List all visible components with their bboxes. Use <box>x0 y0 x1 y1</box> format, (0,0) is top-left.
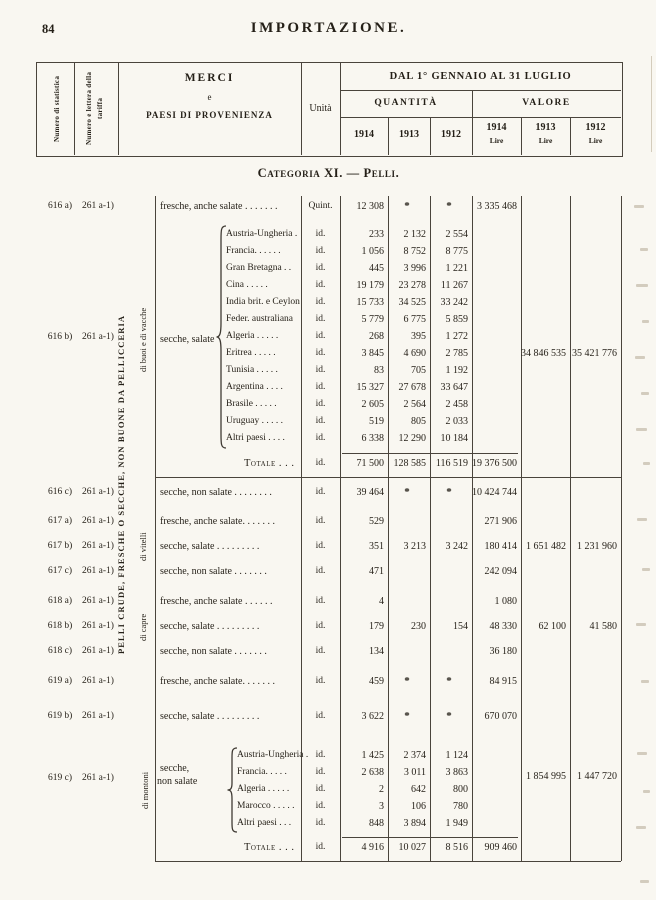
qty-1912: 116 519 <box>435 458 468 469</box>
tariff-number: 261 a-1) <box>82 566 114 576</box>
merci-label: secche, non salate . . . . . . . <box>160 566 267 577</box>
qty-1913: 23 278 <box>398 280 426 291</box>
unit-label: id. <box>315 433 326 443</box>
period-header: DAL 1° GENNAIO AL 31 LUGLIO <box>389 71 572 82</box>
sum-rule <box>342 453 518 454</box>
country-name: Eritrea . . . . . <box>226 348 276 358</box>
merci-label: fresche, anche salate. . . . . . . <box>160 516 275 527</box>
bleed-mark <box>643 790 650 793</box>
value-1912: 41 580 <box>589 621 617 632</box>
country-name: India brit. e Ceylon <box>226 297 300 307</box>
country-name: Uruguay . . . . . <box>226 416 283 426</box>
merci-label: secche, non salate . . . . . . . . <box>160 487 272 498</box>
table-row <box>0 200 656 213</box>
qty-1914: 12 308 <box>356 201 384 212</box>
bleed-mark <box>642 568 650 571</box>
year-lire-label <box>472 121 521 147</box>
table-row <box>0 800 656 813</box>
table-row <box>0 347 656 360</box>
qty-1914: 519 <box>369 416 384 427</box>
qty-1914: 529 <box>369 516 384 527</box>
value-1914: 36 180 <box>489 646 517 657</box>
qty-1912: 2 458 <box>445 399 468 410</box>
bleed-mark <box>636 826 646 829</box>
table-row <box>0 486 656 499</box>
qty-1914: 3 845 <box>361 348 384 359</box>
unit-label: id. <box>315 750 326 760</box>
qty-1913: 3 213 <box>403 541 426 552</box>
lire-label: Lire <box>538 136 553 145</box>
qty-1913: 2 374 <box>403 750 426 761</box>
merci-label: fresche, anche salate. . . . . . . <box>160 676 275 687</box>
qty-1914: 471 <box>369 566 384 577</box>
year-label: 1914 <box>354 129 374 140</box>
value-1912: 35 421 776 <box>572 348 617 359</box>
country-name: Gran Bretagna . . <box>226 263 292 273</box>
table-row <box>0 565 656 578</box>
qty-1913: 4 690 <box>403 348 426 359</box>
country-name: Austria-Ungheria . <box>226 229 298 239</box>
tariff-number: 261 a-1) <box>82 516 114 526</box>
country-name: Cina . . . . . <box>226 280 268 290</box>
tariff-number: 261 a-1) <box>82 487 114 497</box>
qty-1912: 1 949 <box>445 818 468 829</box>
stat-number: 619 c) <box>47 773 72 783</box>
unit-label: id. <box>315 348 326 358</box>
row-rule <box>155 477 621 478</box>
qty-1914: 83 <box>374 365 384 376</box>
unit-label: id. <box>315 516 326 526</box>
column-rule <box>74 62 75 155</box>
stat-column-header: Numero di statistica <box>53 75 61 142</box>
qty-1914: 134 <box>369 646 384 657</box>
stat-number: 619 b) <box>47 711 73 721</box>
bleed-mark <box>636 284 648 287</box>
qty-1912: 154 <box>453 621 468 632</box>
stat-number: 618 b) <box>47 621 73 631</box>
qty-1914: 351 <box>369 541 384 552</box>
merci-label: secche, non salate . . . . . . . <box>160 646 267 657</box>
bleed-mark <box>640 248 648 251</box>
unit-label: id. <box>315 566 326 576</box>
year-label: 1912 <box>441 129 461 140</box>
country-name: Brasile . . . . . <box>226 399 277 409</box>
bleed-mark <box>643 462 650 465</box>
qty-1912: 780 <box>453 801 468 812</box>
value-1913: 1 854 995 <box>526 771 566 782</box>
qty-1914: 459 <box>369 676 384 687</box>
unit-label: id. <box>315 458 326 468</box>
value-1914: 48 330 <box>489 621 517 632</box>
table-row <box>0 296 656 309</box>
unit-label: id. <box>315 784 326 794</box>
qty-1913: 2 564 <box>403 399 426 410</box>
qty-1914: 71 500 <box>356 458 384 469</box>
side-label-montoni: di montoni <box>140 771 150 809</box>
merci-label: secche, salate <box>160 334 215 345</box>
qty-1913: 12 290 <box>398 433 426 444</box>
bleed-mark <box>637 752 647 755</box>
lire-label: Lire <box>489 136 504 145</box>
qty-1912: 2 785 <box>445 348 468 359</box>
side-label-buoi-vacche: di buoi e di vacche <box>138 307 148 373</box>
merci-header: MERCI <box>184 72 235 84</box>
qty-1914: 1 056 <box>361 246 384 257</box>
bleed-mark <box>636 623 646 626</box>
qty-1912: 1 221 <box>445 263 468 274</box>
page-edge-mark <box>651 56 652 152</box>
table-row <box>0 415 656 428</box>
qty-1914: 4 916 <box>361 842 384 853</box>
table-row <box>0 364 656 377</box>
country-name: Altri paesi . . . . <box>226 433 285 443</box>
country-name: Francia. . . . . <box>237 767 287 777</box>
qty-1912: * <box>446 710 452 722</box>
provenienza-header: PAESI DI PROVENIENZA <box>146 110 273 120</box>
side-label-pelli-crude: PELLI CRUDE, FRESCHE O SECCHE, NON BUONE DA PELLICCERIA <box>116 314 126 655</box>
totale-label: Totale . . . <box>244 458 295 469</box>
tariff-number: 261 a-1) <box>82 332 114 342</box>
value-1914: 180 414 <box>484 541 517 552</box>
unit-label: id. <box>315 621 326 631</box>
qty-1914: 6 338 <box>361 433 384 444</box>
year-label: 1912 <box>585 122 606 133</box>
bleed-mark <box>642 320 649 323</box>
table-row <box>0 817 656 830</box>
unit-label: id. <box>315 818 326 828</box>
country-name: Feder. australiana <box>226 314 294 324</box>
year-label: 1913 <box>535 122 556 133</box>
value-1914: 1 080 <box>494 596 517 607</box>
stat-number: 617 c) <box>47 566 72 576</box>
country-name: Algeria . . . . . <box>237 784 290 794</box>
unit-label: id. <box>315 399 326 409</box>
qty-1912: 8 516 <box>445 842 468 853</box>
tariff-number: 261 a-1) <box>82 773 114 783</box>
stat-number: 617 a) <box>47 516 72 526</box>
unit-label: id. <box>315 842 326 852</box>
table-row <box>0 398 656 411</box>
tariff-number: 261 a-1) <box>82 711 114 721</box>
value-1914: 84 915 <box>489 676 517 687</box>
tariff-number: 261 a-1) <box>82 676 114 686</box>
tariff-number: 261 a-1) <box>82 541 114 551</box>
qty-1913: 6 775 <box>403 314 426 325</box>
qty-1913: * <box>404 486 410 498</box>
stat-number: 618 a) <box>47 596 72 606</box>
unit-label: id. <box>315 297 326 307</box>
unit-label: id. <box>315 646 326 656</box>
qty-1914: 3 622 <box>361 711 384 722</box>
row-rule <box>340 90 621 91</box>
qty-1912: 5 859 <box>445 314 468 325</box>
value-1914: 10 424 744 <box>472 487 517 498</box>
qty-1914: 15 327 <box>356 382 384 393</box>
qty-1912: 800 <box>453 784 468 795</box>
table-row <box>0 262 656 275</box>
table-row <box>0 675 656 688</box>
qty-1912: 2 033 <box>445 416 468 427</box>
table-row <box>0 645 656 658</box>
unit-label: id. <box>315 314 326 324</box>
country-name: Altri paesi . . . <box>237 818 292 828</box>
value-1914: 19 376 500 <box>472 458 517 469</box>
qty-1914: 233 <box>369 229 384 240</box>
unit-label: id. <box>315 801 326 811</box>
qty-1913: 642 <box>411 784 426 795</box>
tariff-number: 261 a-1) <box>82 621 114 631</box>
stat-number: 616 c) <box>47 487 72 497</box>
table-row <box>0 766 656 779</box>
bleed-mark <box>636 428 647 431</box>
qty-1914: 3 <box>379 801 384 812</box>
qty-1914: 2 638 <box>361 767 384 778</box>
qty-1914: 179 <box>369 621 384 632</box>
country-name: Argentina . . . . <box>226 382 283 392</box>
qty-1912: 3 863 <box>445 767 468 778</box>
value-1913: 1 651 482 <box>526 541 566 552</box>
qty-1912: 1 124 <box>445 750 468 761</box>
table-row <box>0 783 656 796</box>
qty-1912: 3 242 <box>445 541 468 552</box>
value-1912: 1 231 960 <box>577 541 617 552</box>
merci-label: secche, salate . . . . . . . . . <box>160 711 260 722</box>
merci-label: non salate <box>157 776 198 787</box>
unit-label: id. <box>315 246 326 256</box>
qty-1913: 3 996 <box>403 263 426 274</box>
qty-1913: 805 <box>411 416 426 427</box>
unit-label: id. <box>315 487 326 497</box>
qty-1914: 4 <box>379 596 384 607</box>
unit-label: id. <box>315 676 326 686</box>
qty-1913: 128 585 <box>393 458 426 469</box>
bleed-mark <box>641 680 649 683</box>
qty-1913: 3 894 <box>403 818 426 829</box>
table-row <box>0 381 656 394</box>
country-name: Francia. . . . . . <box>226 246 281 256</box>
value-1913: 34 846 535 <box>521 348 566 359</box>
table-row <box>0 228 656 241</box>
year-label: 1913 <box>399 129 419 140</box>
qty-1914: 445 <box>369 263 384 274</box>
table-row <box>0 620 656 633</box>
qty-1912: 1 272 <box>445 331 468 342</box>
stat-number: 616 b) <box>47 332 73 342</box>
unit-label: id. <box>315 596 326 606</box>
qty-1914: 39 464 <box>356 487 384 498</box>
totale-label: Totale . . . <box>244 842 295 853</box>
unit-label: id. <box>315 416 326 426</box>
unit-label: id. <box>315 767 326 777</box>
qty-1913: 395 <box>411 331 426 342</box>
unit-label: Quint. <box>308 201 333 211</box>
table-row <box>0 245 656 258</box>
table-row <box>0 432 656 445</box>
unit-label: id. <box>315 711 326 721</box>
qty-1913: 34 525 <box>398 297 426 308</box>
stat-number: 616 a) <box>47 201 72 211</box>
unit-label: id. <box>315 382 326 392</box>
country-name: Tunisia . . . . . <box>226 365 278 375</box>
qty-1914: 2 <box>379 784 384 795</box>
category-heading: Categoria XI. — Pelli. <box>257 166 400 180</box>
bleed-mark <box>640 880 649 883</box>
table-row <box>0 540 656 553</box>
qty-1912: 2 554 <box>445 229 468 240</box>
qty-1914: 848 <box>369 818 384 829</box>
table-row <box>0 710 656 723</box>
merci-label: secche, salate . . . . . . . . . <box>160 621 260 632</box>
merci-label: secche, salate . . . . . . . . . <box>160 541 260 552</box>
tariff-number: 261 a-1) <box>82 201 114 211</box>
year-lire-label <box>570 121 621 147</box>
qty-1913: 230 <box>411 621 426 632</box>
table-row <box>0 330 656 343</box>
qty-1914: 15 733 <box>356 297 384 308</box>
value-1914: 670 070 <box>484 711 517 722</box>
country-name: Algeria . . . . . <box>226 331 279 341</box>
table-row <box>0 749 656 762</box>
qty-1912: 10 184 <box>440 433 468 444</box>
qty-1913: 8 752 <box>403 246 426 257</box>
tariff-column-header: Numero e lettera della tariffa <box>85 71 104 146</box>
qty-1912: * <box>446 675 452 687</box>
country-name: Austria-Ungheria . <box>237 750 309 760</box>
page-number: 84 <box>42 22 55 36</box>
side-label-capre: di capre <box>138 613 148 641</box>
qty-1913: * <box>404 675 410 687</box>
row-rule <box>340 117 621 118</box>
bleed-mark <box>637 518 647 521</box>
unit-label: id. <box>315 229 326 239</box>
qty-1912: 11 267 <box>440 280 468 291</box>
qty-1913: 10 027 <box>398 842 426 853</box>
qty-1912: 33 242 <box>440 297 468 308</box>
qty-1914: 2 605 <box>361 399 384 410</box>
merci-label: fresche, anche salate . . . . . . . <box>160 201 278 212</box>
bleed-mark <box>635 356 645 359</box>
totale-row <box>0 457 656 470</box>
unit-label: id. <box>315 280 326 290</box>
qty-1912: * <box>446 486 452 498</box>
qty-1912: 1 192 <box>445 365 468 376</box>
bleed-mark <box>634 205 644 208</box>
qty-1914: 5 779 <box>361 314 384 325</box>
value-1914: 271 906 <box>484 516 517 527</box>
year-label: 1914 <box>486 122 507 133</box>
stat-number: 619 a) <box>47 676 72 686</box>
merci-label: fresche, anche salate . . . . . . <box>160 596 273 607</box>
qty-1912: * <box>446 200 452 212</box>
value-1914: 909 460 <box>484 842 517 853</box>
qty-1913: 27 678 <box>398 382 426 393</box>
tariff-number: 261 a-1) <box>82 596 114 606</box>
quantita-header: QUANTITÀ <box>374 98 438 108</box>
merci-label: secche, <box>160 763 190 774</box>
lire-label: Lire <box>588 136 603 145</box>
stat-number: 617 b) <box>47 541 73 551</box>
qty-1913: * <box>404 200 410 212</box>
row-rule <box>155 861 621 862</box>
qty-1912: 8 775 <box>445 246 468 257</box>
qty-1913: 705 <box>411 365 426 376</box>
totale-row <box>0 841 656 854</box>
sum-rule <box>342 837 518 838</box>
qty-1913: 106 <box>411 801 426 812</box>
unit-label: id. <box>315 263 326 273</box>
tariff-number: 261 a-1) <box>82 646 114 656</box>
stat-number: 618 c) <box>47 646 72 656</box>
value-1912: 1 447 720 <box>577 771 617 782</box>
qty-1914: 1 425 <box>361 750 384 761</box>
qty-1912: 33 647 <box>440 382 468 393</box>
unit-label: id. <box>315 541 326 551</box>
table-row <box>0 279 656 292</box>
qty-1914: 19 179 <box>356 280 384 291</box>
side-label-vitelli: di vitelli <box>138 532 148 562</box>
value-1914: 3 335 468 <box>477 201 517 212</box>
qty-1913: * <box>404 710 410 722</box>
unit-label: id. <box>315 365 326 375</box>
qty-1913: 2 132 <box>403 229 426 240</box>
country-name: Marocco . . . . . <box>237 801 295 811</box>
value-1914: 242 094 <box>484 566 517 577</box>
bleed-mark <box>641 392 649 395</box>
table-row <box>0 595 656 608</box>
year-lire-label <box>521 121 570 147</box>
page-title: IMPORTAZIONE. <box>250 20 407 36</box>
unita-header: Unità <box>309 103 332 114</box>
merci-header-e: e <box>207 92 212 102</box>
unit-label: id. <box>315 331 326 341</box>
qty-1913: 3 011 <box>403 767 426 778</box>
table-row <box>0 515 656 528</box>
qty-1914: 268 <box>369 331 384 342</box>
value-1913: 62 100 <box>538 621 566 632</box>
valore-header: VALORE <box>522 98 571 108</box>
table-row <box>0 313 656 326</box>
